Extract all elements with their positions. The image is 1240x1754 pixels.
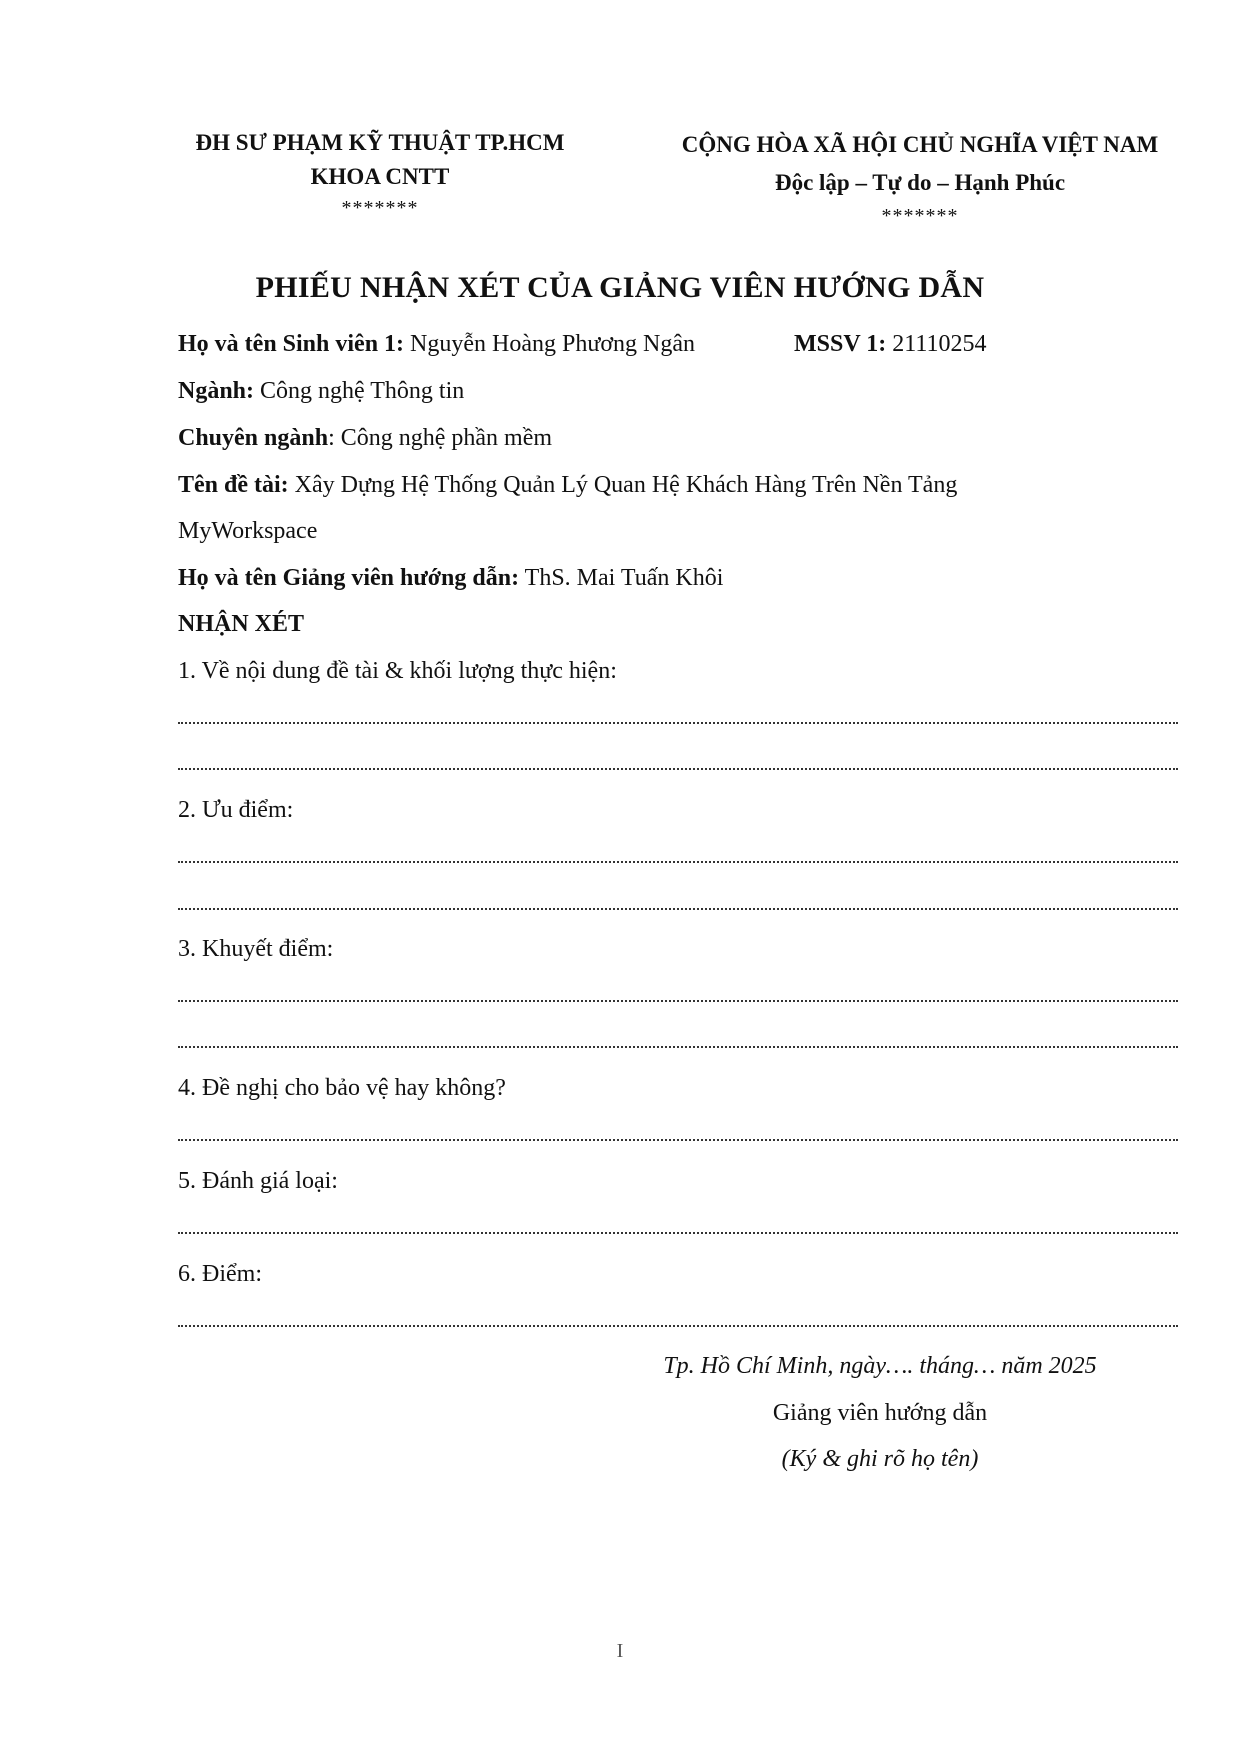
student-name: Nguyễn Hoàng Phương Ngân xyxy=(404,331,696,357)
specialization-value: : Công nghệ phần mềm xyxy=(328,425,553,451)
left-stars-divider: ******* xyxy=(341,197,419,219)
mssv-label: MSSV 1: xyxy=(794,331,887,357)
answer-line xyxy=(178,722,1178,724)
major-value: Công nghệ Thông tin xyxy=(254,378,465,404)
form-title: PHIẾU NHẬN XÉT CỦA GIẢNG VIÊN HƯỚNG DẪN xyxy=(255,271,985,304)
section-content-volume: 1. Về nội dung đề tài & khối lượng thực hiện: xyxy=(178,658,617,684)
advisor-line xyxy=(178,562,723,594)
section-weaknesses: 3. Khuyết điểm: xyxy=(178,936,334,962)
answer-line xyxy=(178,1232,1178,1234)
answer-line xyxy=(178,1139,1178,1141)
answer-line xyxy=(178,1046,1178,1048)
topic-value: Xây Dựng Hệ Thống Quản Lý Quan Hệ Khách Hàng Trên Nền Tảng xyxy=(288,472,958,498)
right-stars-divider: ******* xyxy=(881,205,959,227)
major-line xyxy=(178,375,464,407)
section-grade-classification: 5. Đánh giá loại: xyxy=(178,1168,338,1194)
topic-label: Tên đề tài: xyxy=(178,472,289,498)
topic-line xyxy=(178,469,957,501)
place-and-date: Tp. Hồ Chí Minh, ngày…. tháng… năm 2025 xyxy=(663,1353,1097,1379)
answer-line xyxy=(178,908,1178,910)
advisor-role: Giảng viên hướng dẫn xyxy=(772,1400,988,1426)
signature-note: (Ký & ghi rõ họ tên) xyxy=(781,1446,979,1472)
answer-line xyxy=(178,768,1178,770)
specialization-line xyxy=(178,422,552,454)
nation-motto: Độc lập – Tự do – Hạnh Phúc xyxy=(774,170,1066,195)
student-label: Họ và tên Sinh viên 1: xyxy=(178,331,405,357)
nation-name: CỘNG HÒA XÃ HỘI CHỦ NGHĨA VIỆT NAM xyxy=(681,132,1159,157)
faculty-name: KHOA CNTT xyxy=(310,164,450,189)
answer-line xyxy=(178,1325,1178,1327)
student-line xyxy=(178,328,695,360)
comments-heading: NHẬN XÉT xyxy=(178,611,305,637)
mssv-line xyxy=(794,328,986,360)
advisor-name: ThS. Mai Tuấn Khôi xyxy=(519,565,724,591)
answer-line xyxy=(178,1000,1178,1002)
section-defense-recommendation: 4. Đề nghị cho bảo vệ hay không? xyxy=(178,1075,506,1101)
answer-line xyxy=(178,861,1178,863)
advisor-label: Họ và tên Giảng viên hướng dẫn: xyxy=(178,565,520,591)
page-number: I xyxy=(616,1640,624,1662)
specialization-label: Chuyên ngành xyxy=(178,425,329,451)
section-score: 6. Điểm: xyxy=(178,1261,262,1287)
university-name: ĐH SƯ PHẠM KỸ THUẬT TP.HCM xyxy=(195,130,565,155)
topic-value-continued: MyWorkspace xyxy=(178,518,318,544)
mssv-value: 21110254 xyxy=(886,331,987,357)
major-label: Ngành: xyxy=(178,378,255,404)
topic-line-continued xyxy=(178,515,317,547)
section-strengths: 2. Ưu điểm: xyxy=(178,797,294,823)
